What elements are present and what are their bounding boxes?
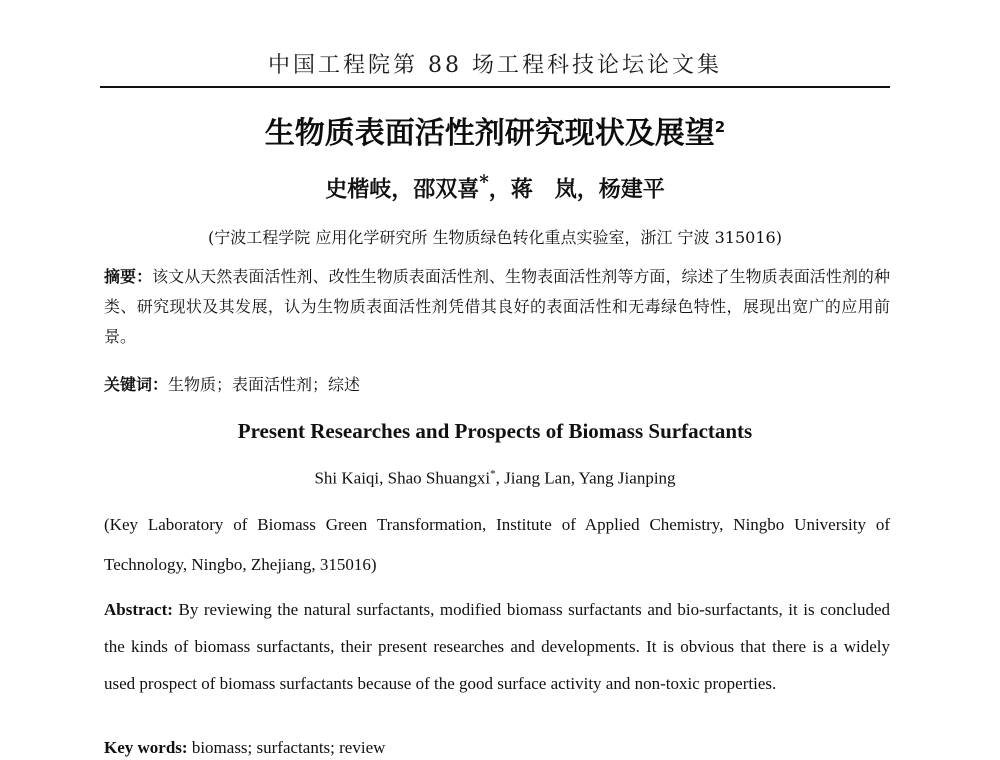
en-corresponding-mark: * [490, 468, 496, 480]
zh-abstract [104, 262, 890, 352]
zh-affiliation: (宁波工程学院 应用化学研究所 生物质绿色转化重点实验室，浙江 宁波 315016) [208, 228, 782, 247]
zh-abstract-label: 摘要： [104, 267, 153, 286]
en-keywords-label: Key words: [104, 738, 188, 757]
en-keywords [104, 738, 890, 758]
en-abstract-text: By reviewing the natural surfactants, modified biomass surfactants and bio-surfactants, it is concluded the kinds of biomass surfactants, their present researches and developments. It is obvious that there is a widely used prospect of biomass surfactants because of the good surface activity and non-toxic properties. [104, 600, 890, 693]
en-abstract-label: Abstract: [104, 600, 173, 619]
en-affiliation: (Key Laboratory of Biomass Green Transformation, Institute of Applied Chemistry, Ningbo University of Technology, Ningbo, Zhejiang, 315016) [104, 515, 890, 574]
en-authors-part-b: , Jiang Lan, Yang Jianping [495, 468, 676, 488]
en-abstract [104, 591, 890, 702]
zh-authors-part-a: 史楷岐，邵双喜 [325, 176, 480, 203]
en-authors-part-a: Shi Kaiqi, Shao Shuangxi [314, 468, 491, 488]
header-rule [100, 86, 890, 88]
zh-keywords-label: 关键词： [104, 375, 169, 394]
zh-abstract-text: 该文从天然表面活性剂、改性生物质表面活性剂、生物表面活性剂等方面，综述了生物质表面活性剂的种类、研究现状及其发展，认为生物质表面活性剂凭借其良好的表面活性和无毒绿色特性，展现出宽广的应用前景。 [104, 267, 890, 346]
running-header: 中国工程院第 88 场工程科技论坛论文集 [268, 53, 722, 78]
zh-title-text: 生物质表面活性剂研究现状及展望 [264, 116, 715, 151]
zh-authors-part-b: ，蒋 岚，杨建平 [488, 176, 665, 203]
zh-keywords-text: 生物质；表面活性剂；综述 [168, 375, 361, 394]
en-title: Present Researches and Prospects of Biomass Surfactants [237, 419, 753, 443]
en-authors [100, 468, 890, 489]
zh-title [100, 108, 890, 152]
zh-corresponding-mark: * [479, 172, 489, 193]
en-keywords-text: biomass; surfactants; review [191, 738, 386, 757]
zh-title-footnote-mark: 2 [714, 118, 726, 136]
zh-keywords [104, 372, 890, 395]
zh-authors [100, 172, 890, 203]
